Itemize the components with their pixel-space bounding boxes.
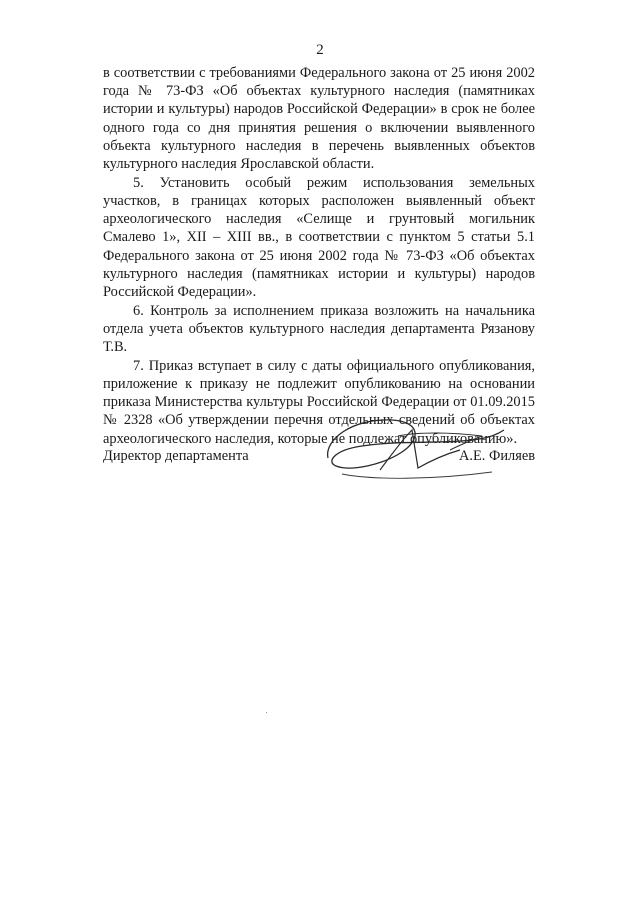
scan-speck: [266, 712, 267, 713]
paragraph-5: 5. Установить особый режим использования земельных участков, в границах которых расположен выявленный объект археологического наследия «Селище и грунтовый могильник Смалево 1», XII – XIII вв., в соответствии с пунктом 5 статьи 5.1 Федерального закона от 25 июня 2002 года № 73-ФЗ «Об объектах культурного наследия (памятниках истории и культуры) народов Российской Федерации».: [103, 174, 535, 300]
paragraph-7: 7. Приказ вступает в силу с даты официального опубликования, приложение к приказу не подлежит опубликованию на основании приказа Министерства культуры Российской Федерации от 01.09.2015 № 2328 «Об утверждении перечня отдельных сведений об объектах археологического наследия, которые не подлежат опубликованию».: [103, 357, 535, 447]
document-body: [103, 64, 535, 448]
signer-name: А.Е. Филяев: [458, 448, 535, 464]
paragraph-continuation: в соответствии с требованиями Федерального закона от 25 июня 2002 года № 73-ФЗ «Об объектах культурного наследия (памятниках истории и культуры) народов Российской Федерации» в срок не более одного года со дня принятия решения о включении выявленного объекта культурного наследия в перечень выявленных объектов культурного наследия Ярославской области.: [103, 65, 535, 173]
page-number: 2: [316, 42, 324, 58]
paragraph-6: 6. Контроль за исполнением приказа возложить на начальника отдела учета объектов культурного наследия департамента Рязанову Т.В.: [103, 302, 535, 356]
signer-title: Директор департамента: [103, 448, 249, 464]
